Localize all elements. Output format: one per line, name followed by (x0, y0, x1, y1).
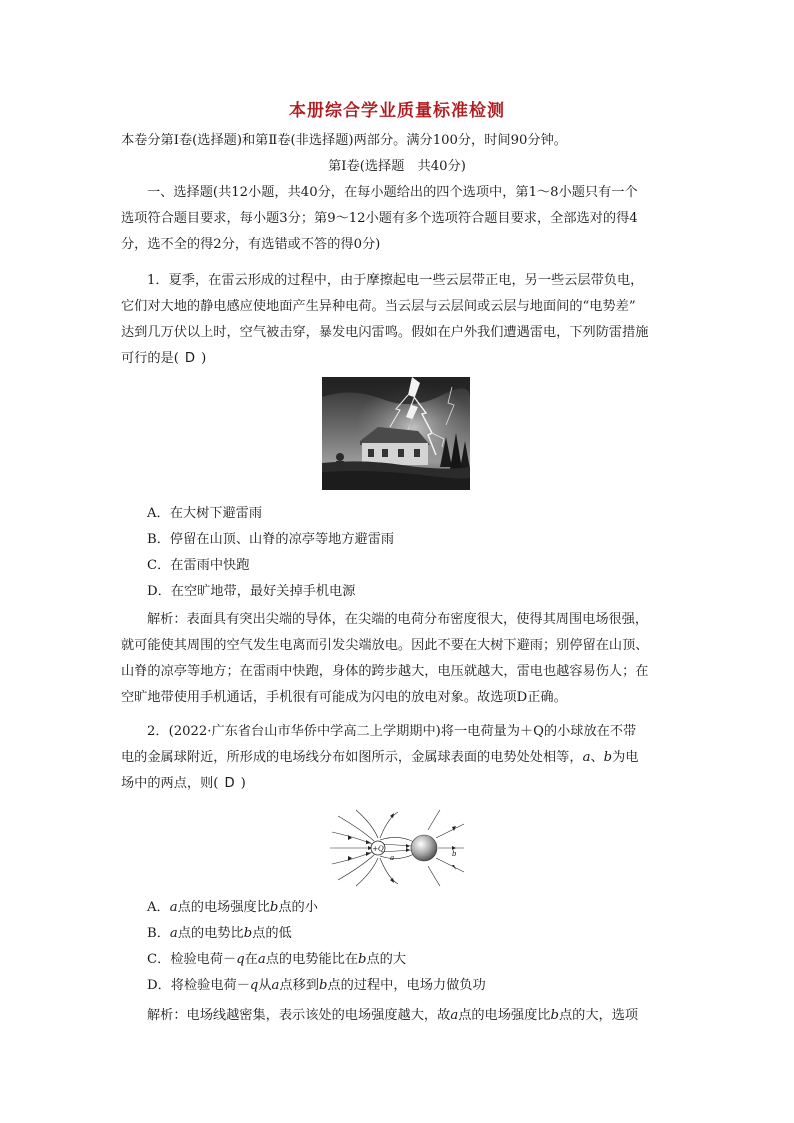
exam-intro: 本卷分第Ⅰ卷(选择题)和第Ⅱ卷(非选择题)两部分。满分100分，时间90分钟。 (121, 133, 567, 148)
q2-stem-line-2 (121, 748, 638, 768)
q1-analysis-line-3: 山脊的凉亭等地方；在雷雨中快跑，身体的跨步越大，电压就越大，雷电也越容易伤人；在 (121, 664, 649, 679)
q2-option-b (147, 924, 292, 944)
analysis-var: b (550, 1008, 559, 1023)
q1-analysis-line-4: 空旷地带使用手机通话，手机很有可能成为闪电的放电对象。故选项D正确。 (121, 690, 567, 705)
option-var: a (257, 952, 266, 967)
instructions-line-1: 一、选择题(共12小题，共40分，在每小题给出的四个选项中，第1～8小题只有一个 (147, 185, 638, 200)
option-prefix: A． (147, 900, 170, 915)
q2-stem-line-2-end: 为电 (612, 750, 639, 765)
q1-answer: D (184, 351, 196, 366)
analysis-text: 点的大，选项 (558, 1008, 639, 1023)
q2-option-c (147, 950, 406, 970)
option-prefix: B． (147, 926, 170, 941)
option-var: b (243, 926, 253, 941)
section1-header: 第Ⅰ卷(选择题 共40分) (328, 159, 466, 174)
option-text: 点的过程中，电场力做负功 (327, 978, 486, 993)
page-title: 本册综合学业质量标准检测 (289, 101, 505, 121)
q2-option-a (147, 898, 318, 918)
option-var: a (169, 900, 178, 915)
point-b-label: b (452, 850, 457, 858)
q2-stem-line-3 (121, 774, 246, 794)
q2-option-d (147, 976, 486, 996)
option-text: 从 (258, 978, 272, 993)
option-text: 在 (244, 952, 258, 967)
option-text: 点移到 (279, 978, 319, 993)
option-text: 点的电场强度比 (177, 900, 270, 915)
q2-stem-tail: 场中的两点，则( (121, 776, 219, 791)
point-b-var: b (603, 750, 613, 765)
lightning-house-photo (322, 377, 470, 490)
option-text: 点的小 (278, 900, 318, 915)
q1-stem-tail: 可行的是( (121, 351, 179, 366)
option-var: q (236, 952, 245, 967)
q1-stem-line-2: 它们对大地的静电感应使地面产生异种电荷。当云层与云层间或云层与地面间的“电势差” (121, 299, 636, 314)
instructions-line-2: 选项符合题目要求，每小题3分；第9～12小题有多个选项符合题目要求，全部选对的得4 (121, 211, 638, 226)
option-text: 点的电势比 (177, 926, 244, 941)
option-prefix: D．将检验电荷－ (147, 978, 250, 993)
q1-option-a: A．在大树下避雷雨 (147, 506, 263, 521)
option-text: 点的电势能比在 (265, 952, 359, 967)
q1-close-paren: ) (201, 351, 207, 366)
q2-analysis-line-1 (147, 1006, 638, 1026)
point-a-var: a (582, 750, 591, 765)
q1-stem-line-1: 1．夏季，在雷云形成的过程中，由于摩擦起电一些云层带正电，另一些云层带负电， (147, 273, 644, 288)
q1-analysis-line-2: 就可能使其周围的空气发生电离而引发尖端放电。因此不要在大树下避雨；别停留在山顶、 (121, 638, 649, 653)
q1-stem-line-3: 达到几万伏以上时，空气被击穿，暴发电闪雷鸣。假如在户外我们遭遇雷电，下列防雷措施 (121, 325, 649, 340)
analysis-text: 点的电场强度比 (458, 1008, 551, 1023)
q2-answer: D (224, 776, 235, 791)
q1-stem-line-4 (121, 349, 206, 369)
option-var: b (269, 900, 279, 915)
option-prefix: C．检验电荷－ (147, 952, 237, 967)
option-var: a (169, 926, 178, 941)
option-var: b (318, 978, 328, 993)
option-text: 点的低 (252, 926, 292, 941)
q2-close-paren: ) (240, 776, 246, 791)
point-a-label: a (390, 854, 395, 862)
q1-option-b: B．停留在山顶、山脊的凉亭等地方避雷雨 (147, 532, 395, 547)
charge-label: +Q (372, 845, 384, 853)
option-var: a (271, 978, 280, 993)
q1-option-c: C．在雷雨中快跑 (147, 558, 250, 573)
q2-stem-sep: 、 (590, 750, 604, 765)
instructions-line-3: 分，选不全的得2分，有选错或不答的得0分) (121, 237, 381, 252)
q1-analysis-line-1: 解析：表面具有突出尖端的导体，在尖端的电荷分布密度很大，使得其周围电场很强， (147, 612, 649, 627)
q2-stem-line-2-text: 电的金属球附近，所形成的电场线分布如图所示，金属球表面的电势处处相等， (121, 750, 583, 765)
option-var: q (249, 978, 259, 993)
analysis-var: a (450, 1008, 459, 1023)
q2-stem-line-1: 2．(2022·广东省台山市华侨中学高二上学期期中)将一电荷量为＋Q的小球放在不带 (147, 724, 637, 739)
option-var: b (358, 952, 367, 967)
electric-field-lines-figure (328, 808, 466, 888)
option-text: 点的大 (366, 952, 407, 967)
analysis-text: 解析：电场线越密集，表示该处的电场强度越大，故 (147, 1008, 451, 1023)
q1-option-d: D．在空旷地带，最好关掉手机电源 (147, 584, 356, 599)
